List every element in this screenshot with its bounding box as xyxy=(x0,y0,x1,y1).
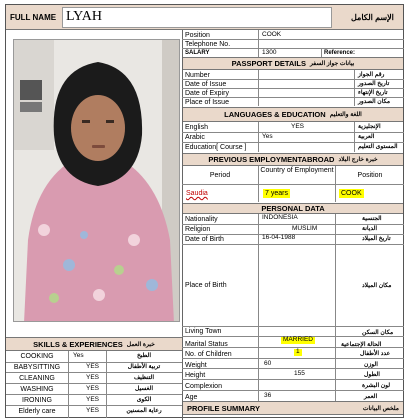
height-label-ar: الطول xyxy=(364,372,380,378)
passport-section-title: PASSPORT DETAILS xyxy=(231,59,306,68)
english-label-ar: الإنجليزية xyxy=(358,124,381,130)
skill-elderly-care-value: YES xyxy=(86,407,100,414)
living-town-label-ar: مكان السكن xyxy=(362,330,394,336)
profile-section-title: PROFILE SUMMARY xyxy=(187,403,261,413)
skill-washing-value: YES xyxy=(86,385,100,392)
position-value: COOK xyxy=(262,31,282,38)
personal-section-title: PERSONAL DATA xyxy=(261,204,325,213)
birth-date-label: Date of Birth xyxy=(185,236,224,243)
arabic-label-ar: العربية xyxy=(358,134,375,140)
skills-section-title-ar: خبرة العمل xyxy=(126,341,155,348)
passport-number-label: Number xyxy=(185,72,210,79)
skill-washing-label-ar: الغسيل xyxy=(134,386,154,392)
salary-label: SALARY xyxy=(185,50,210,56)
english-label: English xyxy=(185,124,208,131)
telephone-label: Telephone No. xyxy=(185,41,231,48)
complexion-label-ar: لون البشرة xyxy=(362,383,391,389)
period-column-header: Period xyxy=(209,172,231,179)
expiry-date-label: Date of Expiry xyxy=(185,90,229,97)
employment-position-value: COOK xyxy=(341,190,362,197)
position-column-header: Position xyxy=(357,172,383,179)
issue-date-label: Date of Issue xyxy=(185,81,227,88)
full-name-label: FULL NAME xyxy=(10,13,57,22)
employment-country-value: Saudia xyxy=(186,190,208,197)
employment-period-value: 7 years xyxy=(265,190,288,197)
children-value: 1 xyxy=(296,348,300,355)
marital-status-value: MARRIED xyxy=(283,336,313,343)
birth-place-label-ar: مكان الميلاد xyxy=(362,283,392,289)
marital-status-label-ar: الحالة الإجتماعية xyxy=(341,342,382,348)
skill-washing-label: WASHING xyxy=(20,386,54,393)
education-label-ar: المستوى التعليم xyxy=(358,144,398,150)
skill-elderly-care-label-ar: رعاية المسنين xyxy=(126,408,162,414)
birth-place-label: Place of Birth xyxy=(185,282,227,289)
employment-section-header xyxy=(183,153,403,166)
issue-place-label: Place of Issue xyxy=(185,99,229,106)
skill-cleaning-label-ar: التنظيف xyxy=(133,375,155,381)
name-field xyxy=(62,7,332,28)
arabic-value: Yes xyxy=(262,133,273,140)
skill-babysitting-label-ar: تربية الأطفال xyxy=(127,364,161,370)
religion-value: MUSLIM xyxy=(292,225,318,232)
skill-cooking-label-ar: الطبخ xyxy=(136,353,152,359)
languages-section-title-ar: اللغة والتعليم xyxy=(329,112,362,118)
weight-value: 60 xyxy=(264,360,272,367)
age-label-ar: العمر xyxy=(364,394,378,400)
skill-ironing-label: IRONING xyxy=(22,397,52,404)
expiry-date-label-ar: تاريخ الإنتهاء xyxy=(358,90,388,96)
weight-label-ar: الوزن xyxy=(364,362,378,368)
issue-date-label-ar: تاريخ الصدور xyxy=(358,81,390,87)
nationality-value: INDONESIA xyxy=(262,214,298,221)
personal-section-header xyxy=(183,203,403,214)
skill-babysitting-value: YES xyxy=(86,363,100,370)
religion-label-ar: الديانة xyxy=(362,226,378,232)
passport-section-header xyxy=(183,57,403,70)
passport-section-title-ar: بيانات جواز السفر xyxy=(309,61,355,67)
birth-date-label-ar: تاريخ الميلاد xyxy=(362,236,391,242)
position-label: Position xyxy=(185,32,210,39)
skill-cooking-value: Yes xyxy=(73,352,84,359)
person-portrait-icon xyxy=(14,40,180,322)
profile-section-title-ar: ملخص البيانات xyxy=(362,405,399,412)
complexion-label: Complexion xyxy=(185,383,222,390)
skill-cooking-label: COOKING xyxy=(20,353,54,360)
cv-sheet xyxy=(5,4,404,418)
living-town-label: Living Town xyxy=(185,328,222,335)
reference-label: Reference: xyxy=(324,50,356,56)
children-label-ar: عدد الأطفال xyxy=(360,351,391,357)
issue-place-label-ar: مكان الصدور xyxy=(358,99,391,105)
skill-cleaning-value: YES xyxy=(86,374,100,381)
candidate-photo xyxy=(13,39,180,322)
skill-babysitting-label: BABYSITTING xyxy=(13,364,61,371)
name-value: LYAH xyxy=(66,9,102,24)
religion-label: Religion xyxy=(185,226,211,233)
age-label: Age xyxy=(185,394,198,401)
employment-section-title: PREVIOUS EMPLOYMENTABROAD xyxy=(208,155,335,164)
languages-section-title: LANGUAGES & EDUCATION xyxy=(224,110,326,119)
skill-elderly-care-label: Elderly care xyxy=(18,408,56,415)
birth-date-value: 16-04-1988 xyxy=(262,234,296,241)
skills-section-header xyxy=(6,337,182,351)
salary-value: 1300 xyxy=(262,49,277,56)
full-name-label-ar: الإسم الكامل xyxy=(351,13,394,22)
passport-number-label-ar: رقم الجواز xyxy=(358,72,385,78)
nationality-label: Nationality xyxy=(185,216,218,223)
skill-ironing-label-ar: الكوى xyxy=(136,397,152,403)
education-label: Education[ Course ] xyxy=(185,144,247,151)
languages-section-header xyxy=(183,107,403,122)
age-value: 36 xyxy=(264,392,272,399)
height-label: Height xyxy=(185,372,206,379)
nationality-label-ar: الجنسية xyxy=(362,216,382,222)
arabic-label: Arabic xyxy=(185,134,205,141)
weight-label: Weight xyxy=(185,362,207,369)
skill-ironing-value: YES xyxy=(86,396,100,403)
height-value: 155 xyxy=(294,370,305,377)
children-label: No. of Children xyxy=(185,351,232,358)
skills-section-title: SKILLS & EXPERIENCES xyxy=(33,339,123,349)
profile-section-header xyxy=(183,401,403,415)
country-column-header: Country of Employment xyxy=(260,167,334,174)
marital-status-label: Marital Status xyxy=(185,341,228,348)
skill-cleaning-label: CLEANING xyxy=(19,375,55,382)
english-value: YES xyxy=(291,123,305,130)
employment-section-title-ar: خبرة خارج البلاد xyxy=(338,157,378,163)
